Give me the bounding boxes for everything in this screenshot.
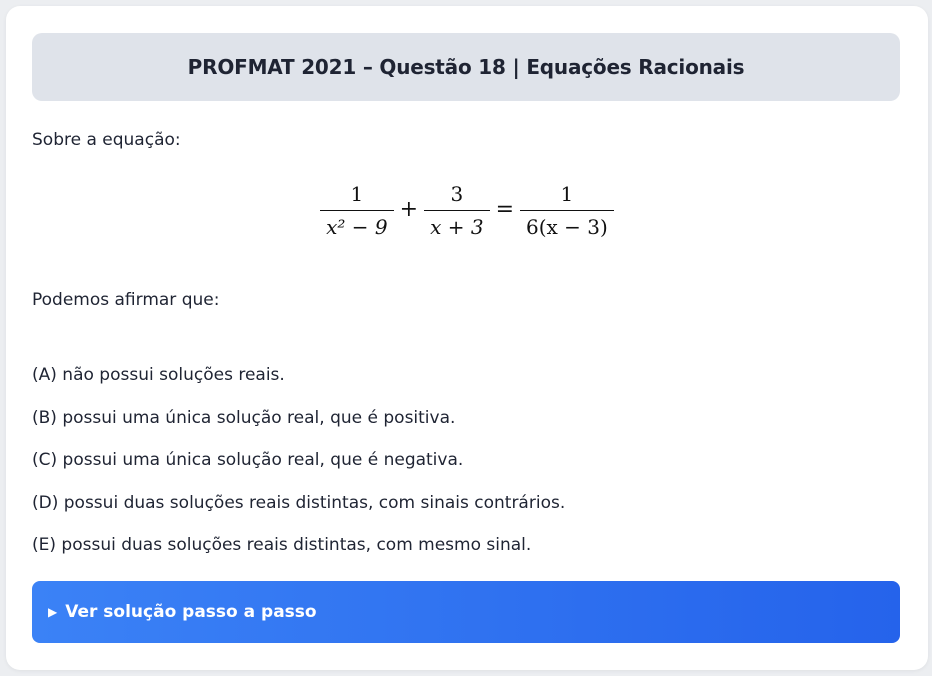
option-b: (B) possui uma única solução real, que é positiva.: [32, 407, 456, 428]
show-solution-label: Ver solução passo a passo: [65, 602, 317, 622]
fraction-denominator: x² − 9: [326, 215, 388, 239]
equals-operator: =: [495, 197, 515, 222]
fraction-numerator: 1: [350, 182, 364, 206]
question-title: PROFMAT 2021 – Questão 18 | Equações Racionais: [187, 55, 745, 79]
question-header: [32, 33, 900, 101]
question-intro: Sobre a equação:: [32, 130, 181, 150]
plus-operator: +: [399, 197, 419, 222]
equation: [6, 184, 928, 237]
question-prompt: Podemos afirmar que:: [32, 290, 220, 310]
answer-options: [32, 354, 565, 567]
fraction-denominator: x + 3: [430, 215, 484, 239]
triangle-right-icon: ▶: [48, 605, 58, 619]
question-card: [6, 6, 928, 670]
option-a: (A) não possui soluções reais.: [32, 365, 285, 385]
fraction-numerator: 1: [560, 182, 574, 206]
show-solution-button[interactable]: [32, 581, 900, 643]
option-c: (C) possui uma única solução real, que é negativa.: [32, 450, 464, 470]
fraction-lhs-2: [424, 184, 489, 237]
option-d: (D) possui duas soluções reais distintas, com sinais contrários.: [32, 492, 566, 513]
fraction-denominator: 6(x − 3): [526, 215, 608, 239]
fraction-rhs: [520, 184, 614, 237]
option-e: (E) possui duas soluções reais distintas, com mesmo sinal.: [32, 535, 532, 555]
fraction-lhs-1: [320, 184, 394, 237]
fraction-numerator: 3: [450, 182, 464, 206]
